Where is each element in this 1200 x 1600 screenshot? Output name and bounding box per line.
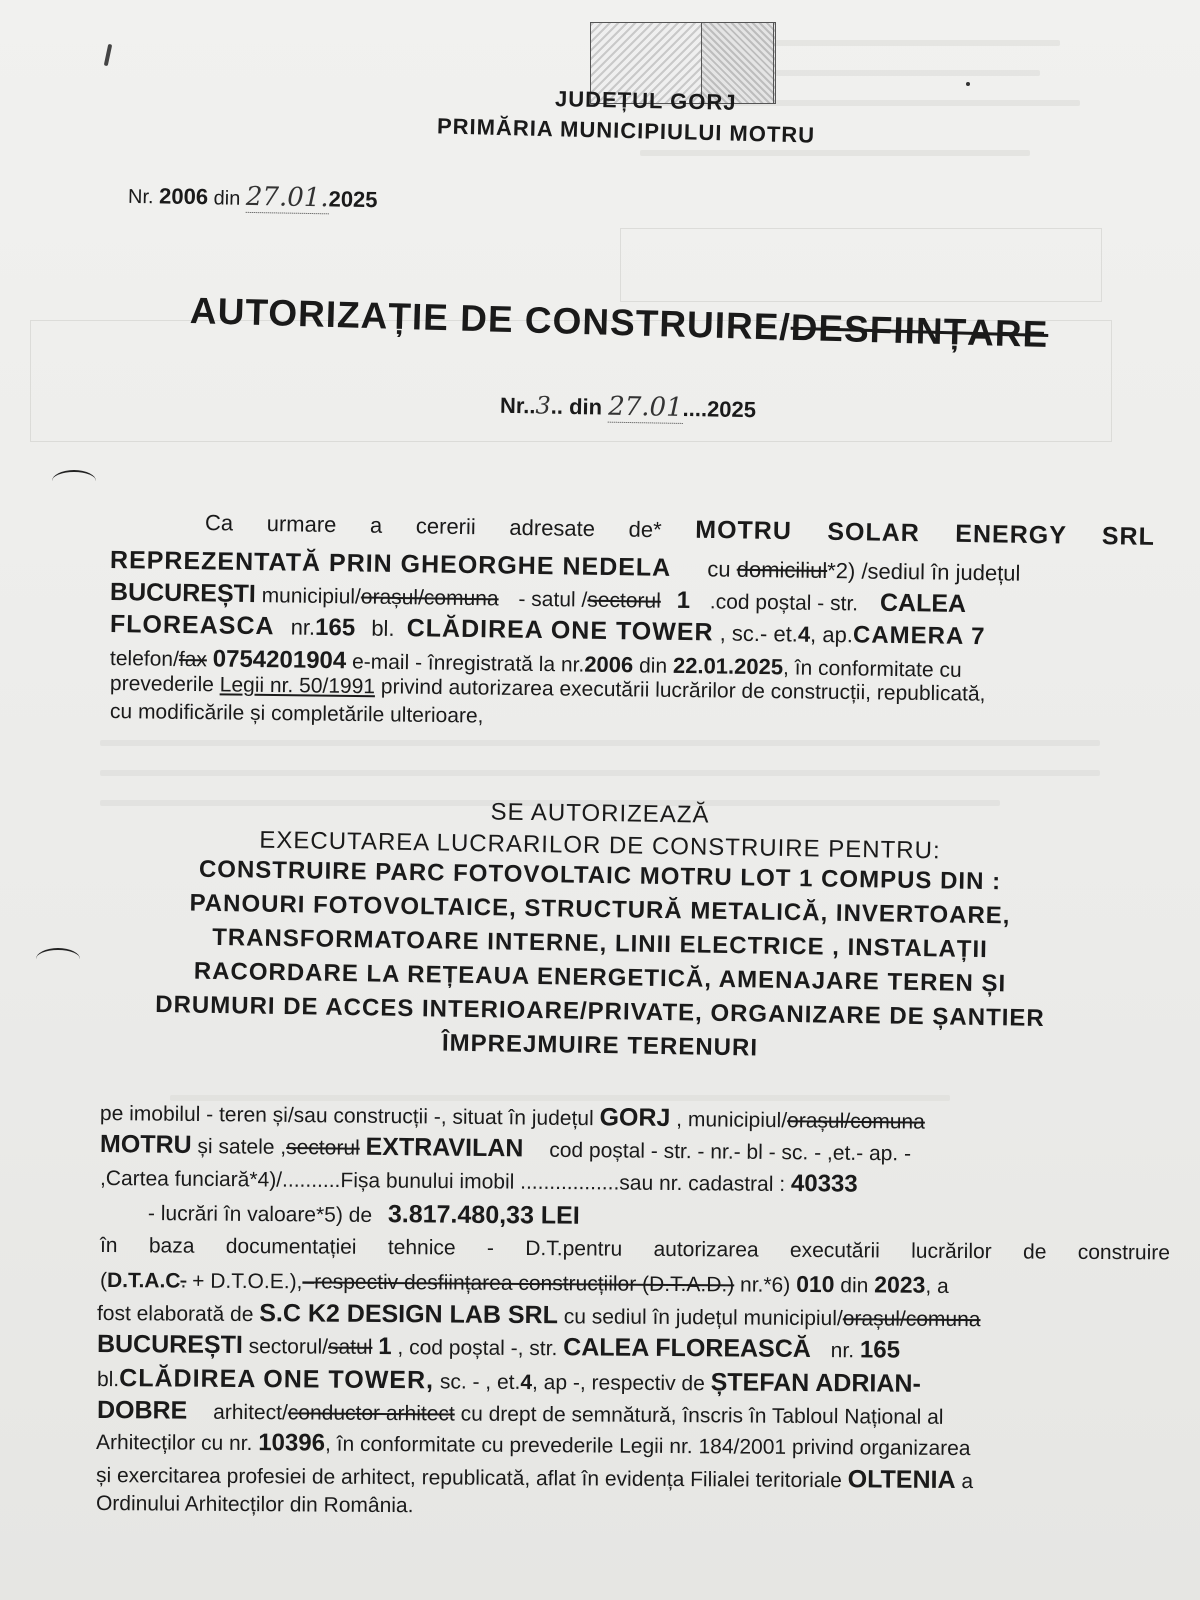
property-text: ( (99, 1269, 108, 1293)
struck-sectorul: sectorul (286, 1135, 360, 1160)
cadastral-number: 40333 (790, 1170, 858, 1198)
intro-text: e-mail - înregistrată la nr. (351, 650, 585, 677)
struck-orasul-comuna: orașul/comuna (360, 585, 499, 611)
architect-registry-number: 10396 (258, 1429, 326, 1457)
floor-number: 4 (797, 621, 811, 647)
title-struck-desfiintare: DESFIINȚARE (790, 306, 1049, 355)
intro-text: .cod poștal - str. (709, 590, 859, 616)
company-building: CLĂDIREA ONE TOWER, (119, 1364, 435, 1395)
bleed-through-line (100, 740, 1100, 746)
property-line-13: Ordinului Arhitecților din România. (95, 1492, 414, 1518)
property-text: din (840, 1274, 869, 1298)
property-text: și satele , (197, 1135, 287, 1159)
reg-din: din (213, 187, 241, 210)
property-text: , municipiul/ (676, 1108, 788, 1133)
auth-nr-prefix: Nr.. (499, 392, 536, 419)
intro-line-7: cu modificările și completările ulterioare, (109, 700, 484, 728)
property-text: și exercitarea profesiei de arhitect, republicată, aflat în evidența Filialei teritoriale (95, 1464, 842, 1493)
property-text: sc. - , et. (439, 1370, 521, 1394)
street-number: 165 (314, 613, 356, 642)
building-name: CLĂDIREA ONE TOWER (406, 614, 714, 647)
law-reference: Legii nr. 50/1991 (219, 673, 376, 699)
phone-number: 0754201904 (212, 645, 347, 675)
works-heading: EXECUTAREA LUCRARILOR DE CONSTRUIRE PENTRU: (259, 826, 941, 865)
title-main: AUTORIZAȚIE DE CONSTRUIRE/ (189, 290, 792, 348)
authorization-number-line (500, 390, 757, 424)
struck-demolition-clause: –respectiv desființarea construcțiilor (D.T.A.D.) (302, 1270, 735, 1297)
works-line-6: ÎMPREJMUIRE TERENURI (441, 1029, 759, 1062)
works-value: 3.817.480,33 LEI (387, 1200, 580, 1230)
documentation-year: 2023 (874, 1271, 926, 1298)
room-number: CAMERA 7 (852, 621, 986, 651)
company-floor: 4 (520, 1370, 533, 1395)
binding-clip-mark (36, 948, 80, 970)
reg-prefix: Nr. (127, 185, 154, 209)
company-county: BUCUREȘTI (96, 1330, 243, 1360)
registration-number-line (128, 180, 378, 214)
struck-conductor-arhitect: conductor arhitect (287, 1401, 455, 1426)
reg-number: 2006 (158, 183, 209, 210)
property-municipality: MOTRU (99, 1130, 192, 1159)
reg-year: 2025 (328, 186, 378, 213)
request-date: 22.01.2025 (672, 652, 784, 680)
property-text: arhitect/ (213, 1400, 288, 1425)
property-line-12 (96, 1460, 1174, 1497)
intro-text: - satul / (518, 587, 588, 612)
property-text: , cod poștal -, str. (397, 1336, 558, 1361)
architects-branch: OLTENIA (847, 1465, 956, 1495)
stray-dot (966, 82, 970, 86)
property-line-3 (100, 1164, 858, 1199)
city-hall-heading: PRIMĂRIA MUNICIPIULUI MOTRU (436, 113, 816, 148)
works-line-5: DRUMURI DE ACCES INTERIOARE/PRIVATE, ORGANIZARE DE ȘANTIER (155, 991, 1045, 1032)
intro-text: , în conformitate cu (782, 656, 962, 682)
handwritten-mark (104, 44, 112, 66)
bleed-through-line (640, 150, 1030, 156)
struck-domiciliul: domiciliul (736, 556, 828, 584)
company-street-number: 165 (859, 1336, 901, 1364)
auth-date-year: ....2025 (682, 395, 757, 423)
works-line-2: PANOURI FOTOVOLTAICE, STRUCTURĂ METALICĂ, INVERTOARE, (189, 889, 1011, 930)
works-line-3: TRANSFORMATOARE INTERNE, LINII ELECTRICE , INSTALAȚII (211, 923, 989, 964)
representative: REPREZENTATĂ PRIN GHEORGHE NEDELA (109, 546, 672, 582)
property-text: pe imobilul - teren și/sau construcții -, situat în județul (99, 1102, 594, 1131)
property-line-2 (100, 1130, 1170, 1170)
property-area-type: EXTRAVILAN (365, 1132, 524, 1163)
documentation-number: 010 (796, 1270, 835, 1298)
intro-text: municipiul/ (261, 584, 362, 609)
intro-text: nr. (290, 614, 316, 640)
struck-dot: . (180, 1269, 187, 1293)
property-line-10 (97, 1396, 1172, 1433)
intro-text: privind autorizarea executării lucrărilor de construcții, republicată, (380, 675, 986, 706)
property-text: fost elaborată de (96, 1302, 254, 1327)
applicant-county: BUCUREȘTI (109, 578, 257, 609)
bleed-through-line (100, 770, 1100, 776)
company-street: CALEA FLOREASCĂ (563, 1333, 811, 1363)
property-text: + D.T.O.E.), (186, 1269, 303, 1294)
intro-text: cu (707, 556, 731, 582)
bleed-through-box (620, 228, 1102, 302)
intro-line-1 (205, 508, 1155, 552)
dtac-label: D.T.A.C (106, 1269, 181, 1293)
binding-clip-mark (52, 470, 96, 492)
property-line-8 (97, 1330, 1172, 1367)
property-text: bl. (96, 1368, 120, 1392)
auth-nr-din: .. din (550, 393, 603, 420)
intro-text: *2) /sediul în județul (827, 558, 1021, 586)
property-line-6 (100, 1266, 1170, 1300)
auth-handwritten-number: 3 (535, 391, 552, 420)
intro-text: din (638, 654, 668, 678)
property-text: , a (925, 1274, 949, 1298)
property-line-9 (97, 1364, 1172, 1401)
architect-name-part-2: DOBRE (96, 1396, 188, 1425)
property-text: sectorul/ (248, 1335, 329, 1359)
reg-handwritten-date: 27.01. (245, 181, 329, 214)
county-heading: JUDEȚUL GORJ (554, 86, 737, 115)
street-part-1: CALEA (879, 588, 967, 618)
auth-handwritten-date: 27.01 (607, 391, 683, 423)
property-line-11 (96, 1428, 1174, 1464)
request-number: 2006 (584, 651, 634, 678)
property-text: nr.*6) (734, 1273, 791, 1297)
applicant-name: MOTRU SOLAR ENERGY SRL (695, 515, 1156, 551)
applicant-sector: 1 (676, 586, 691, 615)
property-text: ,Cartea funciară*4)/..........Fișa bunului imobil .................sau nr. cadastral : (99, 1167, 786, 1196)
property-text: Arhitecților cu nr. (95, 1431, 253, 1456)
struck-fax: fax (178, 647, 208, 672)
intro-text: , sc.- et. (719, 620, 799, 647)
intro-text: bl. (371, 615, 395, 641)
struck-orasul-comuna: orașul/comuna (842, 1307, 981, 1332)
se-autorizeaza-heading: SE AUTORIZEAZĂ (490, 798, 710, 829)
intro-text: prevederile (109, 672, 215, 697)
property-line-4 (148, 1198, 580, 1231)
property-text: cod poștal - str. - nr.- bl - sc. - ,et.- ap. - (549, 1138, 912, 1166)
struck-satul: satul (327, 1335, 373, 1359)
works-line-4: RACORDARE LA REȚEAUA ENERGETICĂ, AMENAJARE TEREN ȘI (193, 957, 1007, 998)
street-part-2: FLOREASCA (109, 610, 275, 641)
property-text: a (961, 1470, 974, 1494)
property-line-7 (97, 1298, 1172, 1335)
property-text: , ap -, respectiv de (531, 1371, 705, 1396)
intro-text: Ca urmare a cererii adresate de* (204, 510, 662, 543)
intro-text: , ap. (809, 621, 854, 648)
struck-sectorul: sectorul (587, 588, 661, 613)
architect-name-part-1: ȘTEFAN ADRIAN- (710, 1368, 921, 1398)
property-text: - lucrări în valoare*5) de (147, 1202, 373, 1227)
company-sector: 1 (378, 1332, 392, 1361)
property-line-5: în baza documentației tehnice - D.T.pentru autorizarea executării lucrărilor de construire (99, 1234, 1171, 1265)
design-company: S.C K2 DESIGN LAB SRL (259, 1299, 559, 1330)
works-line-1: CONSTRUIRE PARC FOTOVOLTAIC MOTRU LOT 1 COMPUS DIN : (198, 855, 1002, 896)
property-text: cu drept de semnătură, înscris în Tabloul Național al (460, 1402, 944, 1429)
property-text: nr. (830, 1339, 855, 1363)
property-text: , în conformitate cu prevederile Legii nr. 184/2001 privind organizarea (324, 1432, 971, 1461)
struck-orasul-comuna: orașul/comuna (787, 1109, 925, 1134)
property-county: GORJ (599, 1103, 671, 1132)
property-text: cu sediul în județul municipiul/ (563, 1305, 843, 1331)
intro-text: telefon/ (109, 647, 180, 671)
property-line-1 (100, 1098, 925, 1136)
